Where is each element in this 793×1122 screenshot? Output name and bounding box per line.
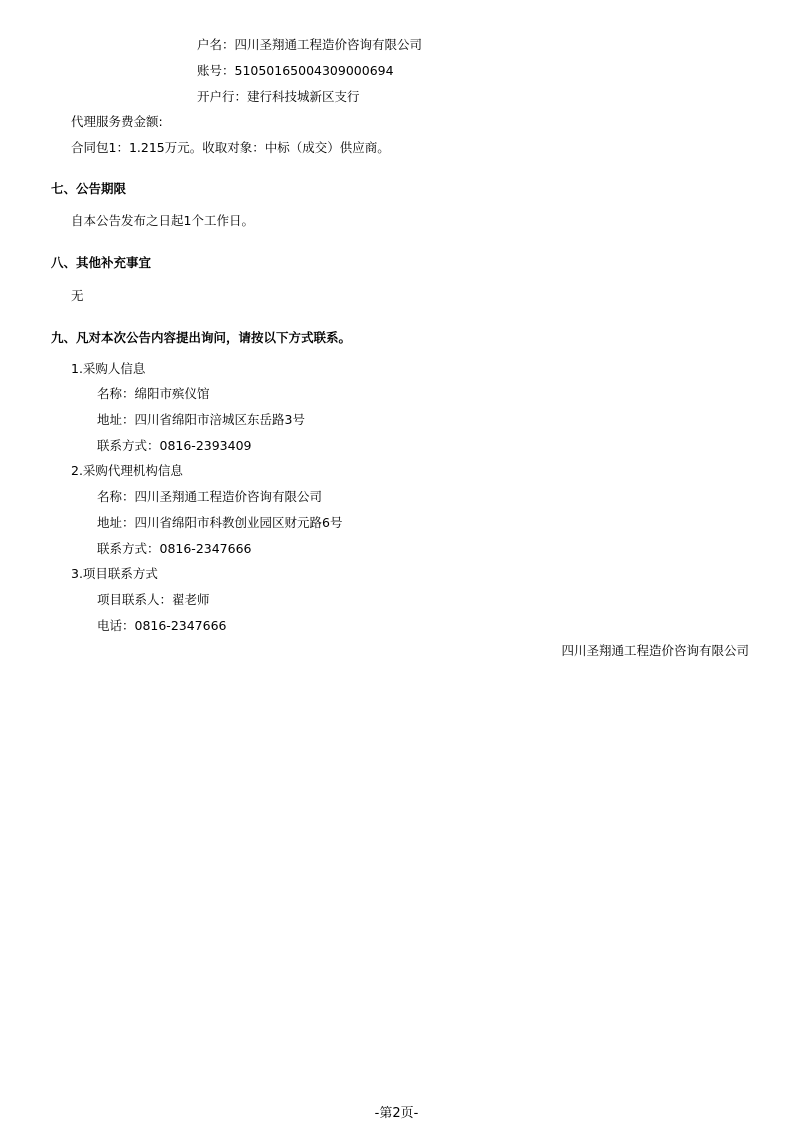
page-number: -第2页- [374,1106,419,1121]
agency-name: 名称：四川圣翔通工程造价咨询有限公司 [97,489,323,504]
agency-address: 地址：四川省绵阳市科教创业园区财元路6号 [97,515,343,530]
fee-contract-line: 合同包1：1.215万元。收取对象：中标（成交）供应商。 [71,140,390,155]
project-contact-heading: 3.项目联系方式 [71,566,158,581]
bank-account-name: 户名：四川圣翔通工程造价咨询有限公司 [197,37,423,52]
section-7-body: 自本公告发布之日起1个工作日。 [71,213,254,228]
agency-heading: 2.采购代理机构信息 [71,463,183,478]
project-contact-phone: 电话：0816-2347666 [97,618,227,633]
section-8-title: 八、其他补充事宜 [51,255,152,270]
purchaser-heading: 1.采购人信息 [71,361,146,376]
bank-branch: 开户行：建行科技城新区支行 [197,89,360,104]
purchaser-contact: 联系方式：0816-2393409 [97,438,252,453]
bank-account-number: 账号：51050165004309000694 [197,63,394,78]
section-8-body: 无 [71,288,84,303]
project-contact-person: 项目联系人：翟老师 [97,592,210,607]
section-7-title: 七、公告期限 [51,181,127,196]
purchaser-name: 名称：绵阳市殡仪馆 [97,386,210,401]
signature-company: 四川圣翔通工程造价咨询有限公司 [561,643,749,658]
purchaser-address: 地址：四川省绵阳市涪城区东岳路3号 [97,412,305,427]
agency-contact: 联系方式：0816-2347666 [97,541,252,556]
fee-heading: 代理服务费金额: [71,114,163,129]
section-9-title: 九、凡对本次公告内容提出询问，请按以下方式联系。 [51,330,352,345]
